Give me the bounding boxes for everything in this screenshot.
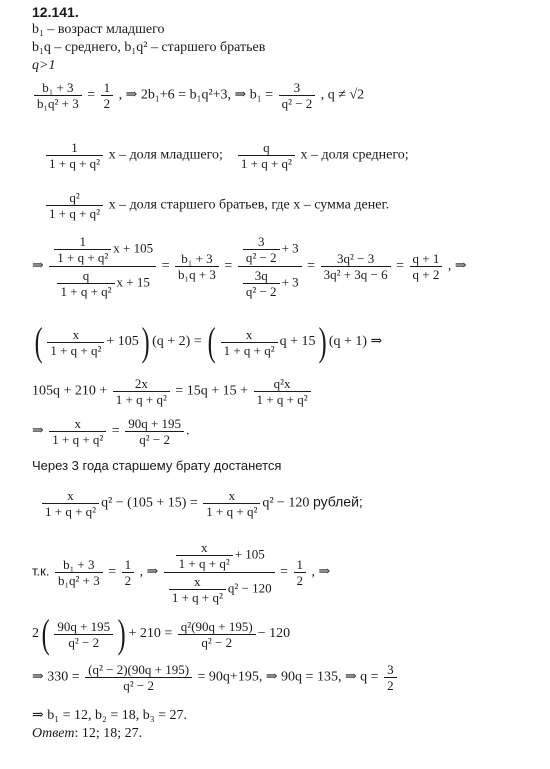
paren-close: ) xyxy=(117,611,126,656)
equation-9 xyxy=(32,540,330,605)
paren-close: ) xyxy=(141,319,150,364)
denominator: 1 + q + q² xyxy=(57,250,109,265)
fraction xyxy=(46,190,103,221)
implies-arrow: ⇒ xyxy=(32,258,44,274)
denominator: q + 2 xyxy=(412,267,440,282)
fraction xyxy=(49,416,106,447)
equals: = xyxy=(396,258,405,274)
fraction xyxy=(113,376,170,407)
fraction xyxy=(243,234,280,265)
share-middle-text: x – доля среднего; xyxy=(300,147,409,163)
equation-7: ⇒ $\frac{x}{\text{1 + q + q²}}$ = $\frac{90q + 195}{\text{q² − 2}}$ . xyxy=(32,416,190,447)
term: 2 xyxy=(32,626,39,642)
numerator: (q² − 2)(90q + 195) xyxy=(85,662,192,678)
numerator: q xyxy=(57,268,114,284)
equals: = xyxy=(224,258,233,274)
numerator: 3q xyxy=(243,268,280,284)
denominator xyxy=(49,267,156,299)
denominator: 1 + q + q² xyxy=(49,206,101,221)
denominator: 1 + q + q² xyxy=(171,590,223,605)
numerator: b₁ + 3 xyxy=(55,557,103,573)
fraction xyxy=(125,416,184,447)
denominator: 1 + q + q² xyxy=(49,156,101,171)
fraction xyxy=(54,619,113,650)
fraction xyxy=(221,327,278,358)
term: + 3 xyxy=(281,274,299,290)
fraction xyxy=(42,488,99,519)
equation-8 xyxy=(40,488,363,519)
fraction xyxy=(384,662,397,693)
term: q + 15 xyxy=(279,334,316,350)
answer-value: : 12; 18; 27. xyxy=(74,726,143,741)
denominator: b₁q² + 3 xyxy=(37,96,79,111)
denominator xyxy=(164,573,275,605)
term: q² − 120 xyxy=(227,580,272,596)
denominator: 1 + q + q² xyxy=(52,432,104,447)
share-oldest-text: x – доля старшего братьев, где x – сумма денег. xyxy=(108,197,390,213)
denominator: 2 xyxy=(124,573,132,588)
denominator: 1 + q + q² xyxy=(223,342,275,358)
fraction xyxy=(46,140,103,171)
denominator: 3q² + 3q − 6 xyxy=(323,267,388,282)
denominator: 1 + q + q² xyxy=(206,504,258,519)
compound-fraction xyxy=(164,540,275,605)
fraction xyxy=(176,540,233,571)
term: x + 105 xyxy=(113,240,154,256)
equation-1 xyxy=(32,80,364,111)
shares-line-1 xyxy=(44,140,409,171)
numerator: 3q² − 3 xyxy=(321,251,391,267)
text-oldest: b₁q² – старшего братьев xyxy=(124,40,266,55)
denominator: q² − 2 xyxy=(68,634,100,650)
term: (q + 2) = xyxy=(152,334,202,350)
denominator: 2 xyxy=(103,96,111,111)
denominator xyxy=(238,267,302,299)
numerator: 1 xyxy=(294,557,307,573)
denominator: 1 + q + q² xyxy=(50,342,102,358)
text-since: т.к. xyxy=(32,563,50,579)
problem-number: 12.141. xyxy=(32,4,79,20)
denominator: 1 + q + q² xyxy=(256,392,308,407)
denominator: q² − 2 xyxy=(123,678,154,693)
numerator: 3 xyxy=(243,234,280,250)
term: + 105 xyxy=(106,334,139,350)
term: ⇒ 330 = xyxy=(32,669,80,685)
equals: = xyxy=(307,258,316,274)
paren-open: ( xyxy=(41,611,50,656)
implies-arrow: , ⇒ xyxy=(447,258,467,274)
term: = 90q+195, ⇒ 90q = 135, ⇒ q = xyxy=(197,669,379,685)
denominator: 1 + q + q² xyxy=(178,556,230,571)
denominator: b₁q + 3 xyxy=(178,267,216,282)
denominator: q² − 2 xyxy=(139,432,170,447)
equals: = xyxy=(108,564,117,580)
denominator: 2 xyxy=(387,678,394,693)
equals: = xyxy=(161,258,170,274)
equation-5 xyxy=(32,319,383,364)
numerator: b₁ + 3 xyxy=(34,80,82,96)
numerator: x xyxy=(49,416,106,432)
denominator: 1 + q + q² xyxy=(240,156,292,171)
fraction xyxy=(243,268,280,299)
fraction xyxy=(169,574,226,605)
paren-open: ( xyxy=(207,319,216,364)
implies-arrow: , ⇒ xyxy=(311,564,331,580)
fraction xyxy=(85,662,192,693)
text-line-middle-oldest xyxy=(32,40,265,56)
numerator: x xyxy=(203,488,260,504)
fraction xyxy=(203,488,260,519)
fraction xyxy=(238,140,295,171)
paren-close: ) xyxy=(318,319,327,364)
fraction xyxy=(178,619,256,650)
denominator: b₁q² + 3 xyxy=(57,573,100,588)
numerator: 3 xyxy=(279,80,316,96)
answer xyxy=(32,726,142,742)
numerator: x xyxy=(42,488,99,504)
numerator: x xyxy=(169,574,226,590)
numerator: b₁ + 3 xyxy=(175,251,219,267)
text-rubles: рублей; xyxy=(312,493,363,510)
answer-label: Ответ xyxy=(32,726,75,741)
text-condition: q>1 xyxy=(32,58,56,73)
text-middle: b₁q – среднего, xyxy=(32,40,121,55)
numerator: 2x xyxy=(113,376,170,392)
numerator: x xyxy=(47,327,104,343)
fraction xyxy=(57,268,114,299)
fraction xyxy=(54,234,111,265)
numerator: 90q + 195 xyxy=(125,416,184,432)
numerator xyxy=(164,540,275,573)
fraction xyxy=(410,251,443,282)
denominator: q² − 2 xyxy=(245,250,277,265)
numerator: q + 1 xyxy=(410,251,443,267)
numerator: q²x xyxy=(254,376,311,392)
numerator: 1 xyxy=(46,140,103,156)
implies-arrow: , ⇒ xyxy=(139,564,159,580)
equation-11 xyxy=(32,662,399,693)
fraction-half xyxy=(294,557,307,588)
equation-4 xyxy=(32,234,467,299)
numerator: q² xyxy=(46,190,103,206)
fraction xyxy=(175,251,219,282)
equals: = xyxy=(280,564,289,580)
fraction-half xyxy=(122,557,135,588)
fraction xyxy=(34,80,82,111)
compound-fraction xyxy=(238,234,302,299)
denominator: q² − 2 xyxy=(201,634,233,650)
shares-line-2 xyxy=(44,190,389,221)
denominator: 1 + q + q² xyxy=(115,392,167,407)
numerator: 3 xyxy=(384,662,397,678)
fraction xyxy=(55,557,103,588)
text-line-youngest: b₁ – возраст младшего xyxy=(32,22,165,37)
term: x + 15 xyxy=(116,274,150,290)
denominator: 1 + q + q² xyxy=(45,504,97,519)
equation-12: ⇒ b₁ = 12, b₂ = 18, b₃ = 27. xyxy=(32,708,188,723)
denominator: q² − 2 xyxy=(245,284,277,299)
numerator: x xyxy=(176,540,233,556)
fraction-half xyxy=(101,80,114,111)
equation-text: , ⇒ 2b₁+6 = b₁q²+3, ⇒ b₁ = xyxy=(118,87,274,103)
numerator: q²(90q + 195) xyxy=(178,619,256,635)
equation-6 xyxy=(32,376,313,407)
equals: = xyxy=(87,87,96,103)
term: = 15q + 15 + xyxy=(175,383,249,399)
numerator xyxy=(238,234,302,267)
term: + 105 xyxy=(234,546,265,562)
term: q² − 120 xyxy=(262,495,310,511)
numerator: 1 xyxy=(101,80,114,96)
denominator: q² − 2 xyxy=(281,96,313,111)
equation-text: , q ≠ √2 xyxy=(320,87,365,103)
equals: = xyxy=(111,423,120,439)
fraction xyxy=(321,251,391,282)
share-youngest-text: x – доля младшего; xyxy=(108,147,223,163)
numerator: 1 xyxy=(122,557,135,573)
fraction xyxy=(254,376,311,407)
equation-10 xyxy=(32,611,291,656)
compound-fraction xyxy=(49,234,156,299)
fraction xyxy=(47,327,104,358)
numerator: 90q + 195 xyxy=(54,619,113,635)
term: 105q + 210 + xyxy=(32,383,108,399)
term: − 120 xyxy=(257,626,291,642)
paren-open: ( xyxy=(34,319,43,364)
term: (q + 1) ⇒ xyxy=(328,334,383,350)
numerator: q xyxy=(238,140,295,156)
denominator: 1 + q + q² xyxy=(60,284,112,299)
fraction xyxy=(279,80,316,111)
numerator: 1 xyxy=(54,234,111,250)
term: + 210 = xyxy=(128,626,173,642)
term: + 3 xyxy=(281,240,299,256)
implies-arrow: ⇒ xyxy=(32,423,44,439)
numerator: x xyxy=(221,327,278,343)
term: q² − (105 + 15) = xyxy=(101,495,198,511)
denominator: 2 xyxy=(296,573,304,588)
numerator xyxy=(49,234,156,267)
text-after-three-years: Через 3 года старшему брату достанется xyxy=(32,458,282,473)
